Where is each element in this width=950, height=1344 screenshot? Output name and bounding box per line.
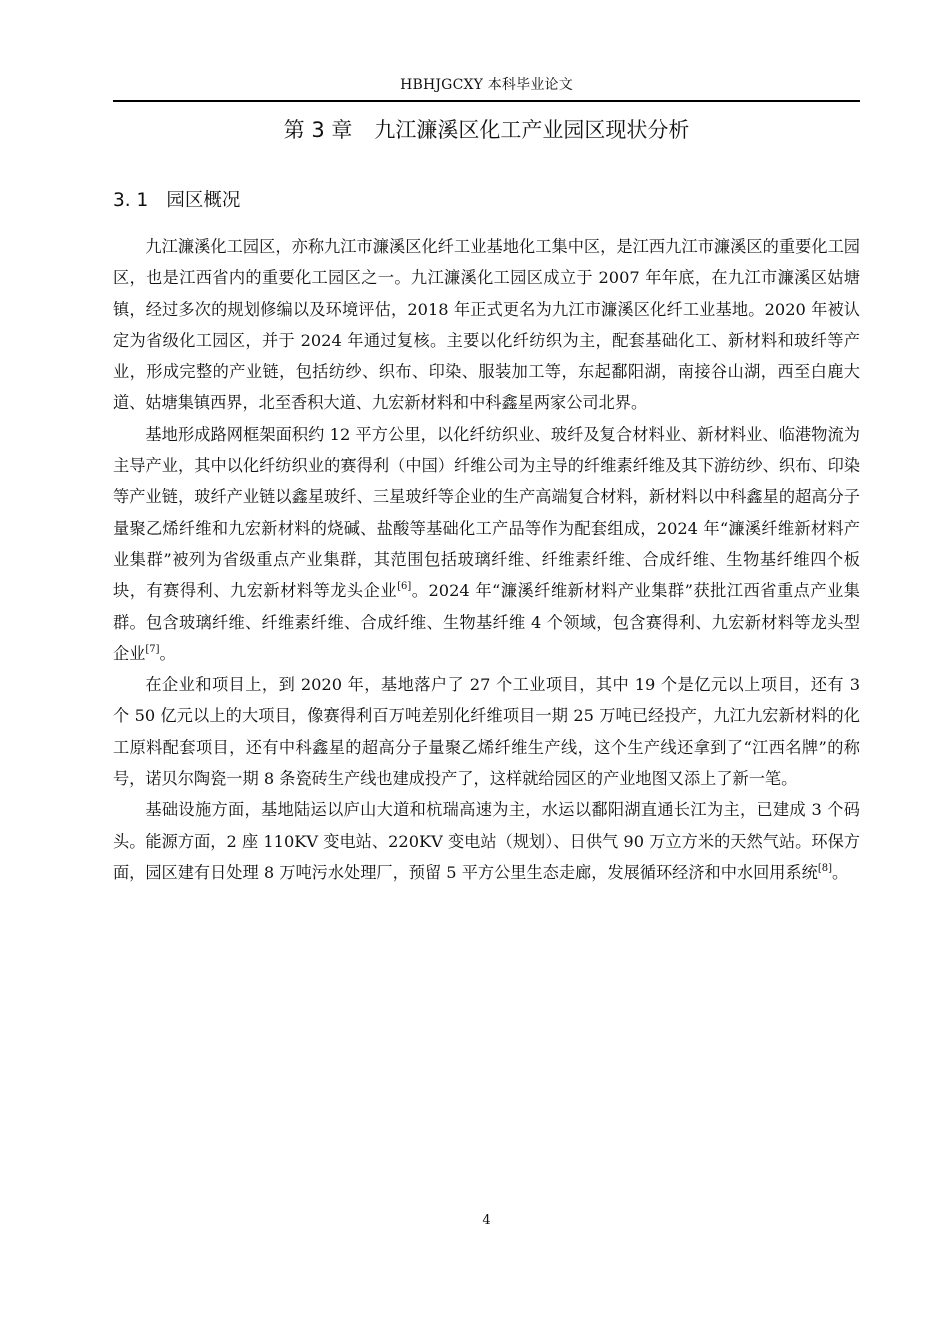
page-number: 4 [482, 1213, 491, 1228]
citation-8: [8] [817, 862, 833, 874]
header-rule [113, 100, 860, 102]
body-text [113, 231, 860, 888]
citation-6: [6] [397, 581, 412, 593]
section-title-text: 园区概况 [166, 190, 241, 211]
paragraph-industries-part1: 基地形成路网框架面积约 12 平方公里，以化纤纺织业、玻纤及复合材料业、新材料业、临港物流为主导产业，其中以化纤纺织业的赛得利（中国）纤维公司为主导的纤维素纤维及其下游纺纱、织布、印染等产业链，玻纤产业链以鑫星玻纤、三星玻纤等企业的生产高端复合材料，新材料以中科鑫星的超高分子量聚乙烯纤维和九宏新材料的烧碱、盐酸等基础化工产品等作为配套组成，2024 年“濂溪纤维新材料产业集群”被列为省级重点产业集群，其范围包括玻璃纤维、纤维素纤维、合成纤维、生物基纤维四个板块，有赛得利、九宏新材料等龙头企业 [113, 424, 860, 601]
paragraph-projects: 在企业和项目上，到 2020 年，基地落户了 27 个工业项目，其中 19 个是亿元以上项目，还有 3 个 50 亿元以上的大项目，像赛得利百万吨差别化纤维项目一期 25 万吨已经投产，九江九宏新材料的化工原料配套项目，还有中科鑫星的超高分子量聚乙烯纤维生产线，这个生产线还拿到了“江西名牌”的称号，诺贝尔陶瓷一期 8 条瓷砖生产线也建成投产了，这样就给园区的产业地图又添上了新一笔。 [113, 675, 860, 789]
section-number: 3. 1 [113, 190, 149, 211]
paragraph-overview: 九江濂溪化工园区，亦称九江市濂溪区化纤工业基地化工集中区，是江西九江市濂溪区的重要化工园区，也是江西省内的重要化工园区之一。九江濂溪化工园区成立于 2007 年年底，在九江市濂溪区姑塘镇，经过多次的规划修编以及环境评估，2018 年正式更名为九江市濂溪区化纤工业基地。2020 年被认定为省级化工园区，并于 2024 年通过复核。主要以化纤纺织为主，配套基础化工、新材料和玻纤等产业，形成完整的产业链，包括纺纱、织布、印染、服装加工等，东起鄱阳湖，南接谷山湖，西至白鹿大道、姑塘集镇西界，北至香积大道、九宏新材料和中科鑫星两家公司北界。 [113, 237, 860, 413]
chapter-title-text: 九江濂溪区化工产业园区现状分析 [374, 118, 690, 142]
paragraph-industries-part3: 。 [159, 643, 176, 663]
chapter-title [113, 116, 860, 144]
paragraph-industries-part2: 。2024 年“濂溪纤维新材料产业集群”获批江西省重点产业集群。包含玻璃纤维、纤维素纤维、合成纤维、生物基纤维 4 个领域，包含赛得利、九宏新材料等龙头型企业 [113, 581, 860, 663]
section-heading [113, 189, 240, 213]
paragraph-infrastructure [113, 794, 860, 888]
running-header: HBHJGCXY 本科毕业论文 [400, 77, 573, 93]
paragraph-infrastructure-part2: 。 [832, 862, 849, 882]
paragraph-infrastructure-part1: 基础设施方面，基地陆运以庐山大道和杭瑞高速为主，水运以鄱阳湖直通长江为主，已建成 3 个码头。能源方面，2 座 110KV 变电站、220KV 变电站（规划）、日供气 90 万立方米的天然气站。环保方面，园区建有日处理 8 万吨污水处理厂，预留 5 平方公里生态走廊，发展循环经济和中水回用系统 [113, 800, 860, 882]
paragraph-industries [113, 419, 860, 669]
chapter-number: 第 3 章 [283, 118, 353, 142]
citation-7: [7] [145, 643, 160, 655]
